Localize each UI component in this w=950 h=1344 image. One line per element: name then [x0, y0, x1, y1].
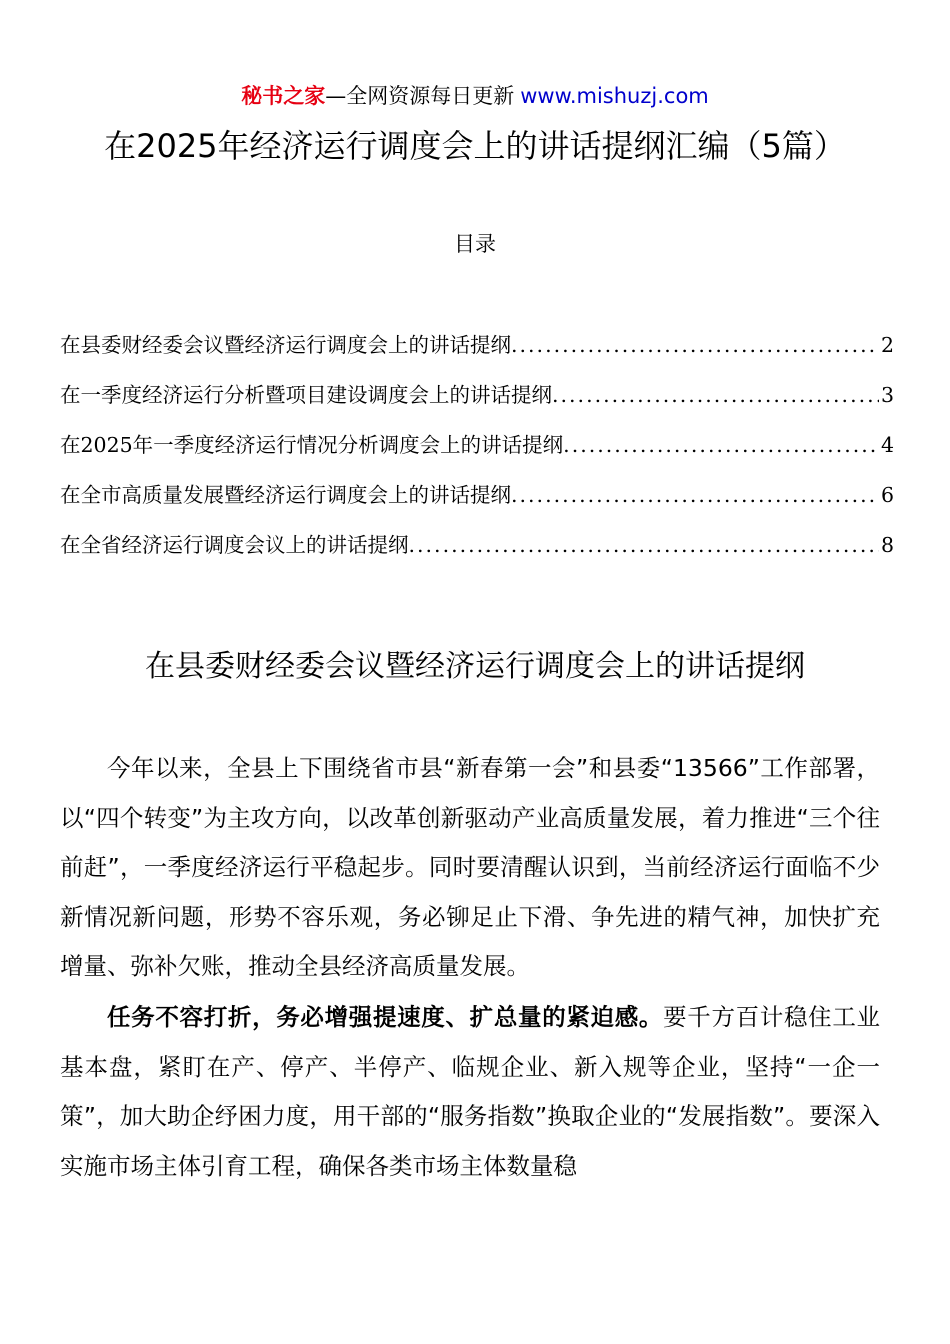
- section-body: [60, 744, 880, 1191]
- toc-item-title: 在2025年一季度经济运行情况分析调度会上的讲话提纲: [60, 433, 564, 457]
- toc-item[interactable]: [60, 526, 894, 576]
- toc-item-page: 8: [880, 533, 894, 557]
- header-tagline: —全网资源每日更新: [325, 84, 515, 108]
- paragraph-lead: 任务不容打折，务必增强提速度、扩总量的紧迫感。: [107, 1003, 664, 1031]
- site-link[interactable]: www.mishuzj.com: [520, 84, 709, 108]
- paragraph: 今年以来，全县上下围绕省市县“新春第一会”和县委“13566”工作部署，以“四个转变”为主攻方向，以改革创新驱动产业高质量发展，着力推进“三个往前赶”，一季度经济运行平稳起步。同时要清醒认识到，当前经济运行面临不少新情况新问题，形势不容乐观，务必铆足止下滑、争先进的精气神，加快扩充增量、弥补欠账，推动全县经济高质量发展。: [60, 754, 880, 980]
- toc-item-title: 在全市高质量发展暨经济运行调度会上的讲话提纲: [60, 483, 511, 507]
- document-title: 在2025年经济运行调度会上的讲话提纲汇编（5篇）: [104, 127, 846, 165]
- site-header: [0, 80, 950, 112]
- brand-name: 秘书之家: [241, 84, 326, 108]
- toc-leader-dots: [511, 476, 879, 514]
- toc-item[interactable]: [60, 476, 894, 526]
- toc-item-title: 在一季度经济运行分析暨项目建设调度会上的讲话提纲: [60, 383, 552, 407]
- toc-item[interactable]: [60, 426, 894, 476]
- paragraph-text: 要千方百计稳住工业基本盘，紧盯在产、停产、半停产、临规企业、新入规等企业，坚持“一企一策”，加大助企纾困力度，用干部的“服务指数”换取企业的“发展指数”。要深入实施市场主体引育工程，确保各类市场主体数量稳: [60, 1003, 881, 1180]
- toc-leader-dots: [563, 426, 879, 464]
- toc-item-page: 6: [880, 483, 894, 507]
- toc-leader-dots: [511, 326, 879, 364]
- toc-heading: 目录: [454, 232, 496, 256]
- toc-item[interactable]: [60, 326, 894, 376]
- toc-item-page: 4: [880, 433, 894, 457]
- toc-leader-dots: [409, 526, 879, 564]
- section-title: 在县委财经委会议暨经济运行调度会上的讲话提纲: [145, 649, 805, 684]
- toc-leader-dots: [552, 376, 879, 414]
- toc-item-title: 在县委财经委会议暨经济运行调度会上的讲话提纲: [60, 333, 511, 357]
- paragraph: [60, 993, 880, 1191]
- toc-item-page: 2: [880, 333, 894, 357]
- table-of-contents: [60, 326, 894, 576]
- toc-item[interactable]: [60, 376, 894, 426]
- toc-item-page: 3: [880, 383, 894, 407]
- toc-item-title: 在全省经济运行调度会议上的讲话提纲: [60, 533, 409, 557]
